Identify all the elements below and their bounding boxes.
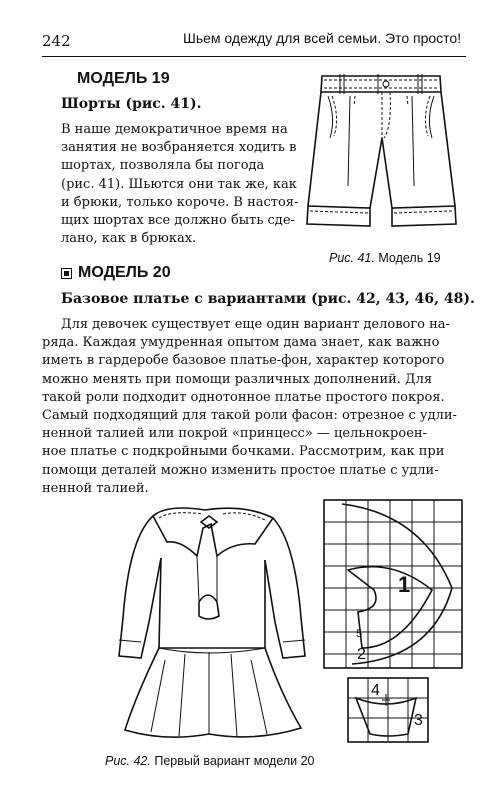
model-19-line-6: щих шортах все должно быть сде-	[61, 213, 295, 229]
model-19-heading: МОДЕЛЬ 19	[77, 70, 170, 87]
model-20-line-4: можно менять при помощи различных дополнений. Для	[42, 371, 433, 387]
model-20-paragraph	[42, 316, 457, 498]
model-20-line-5: такой роли подходит однотонное платье простого покроя.	[42, 389, 445, 405]
model-19-line-2: занятия не возбраняется ходить в	[61, 140, 297, 156]
pattern-label-5: 5	[356, 628, 363, 640]
header-rule	[42, 56, 466, 57]
page-number: 242	[42, 32, 71, 50]
model-19-line-1: В наше демократичное время на	[61, 122, 288, 137]
model-19-line-5: и брюки, только короче. В настоя-	[61, 194, 299, 210]
pattern-label-1: 1	[398, 572, 411, 597]
pattern-grid-1	[322, 498, 464, 670]
model-19-subheading: Шорты (рис. 41).	[61, 96, 202, 112]
model-19-paragraph	[61, 121, 298, 248]
model-20-heading: МОДЕЛЬ 20	[78, 264, 171, 281]
model-20-line-9: помощи деталей можно изменить простое платье с удли-	[42, 462, 439, 478]
model-20-line-8: ное платье с подкройными бочками. Рассмотрим, как при	[42, 444, 445, 460]
figure-42-title: Первый вариант модели 20	[150, 754, 315, 768]
model-19-line-7: лано, как в брюках.	[61, 231, 197, 247]
figure-42-caption	[105, 754, 315, 768]
pattern-label-2: 2	[357, 646, 366, 663]
model-20-line-7: ненной талией или покрой «принцесс» — цельнокроен-	[42, 426, 427, 442]
pattern-grid-2	[346, 676, 430, 744]
figure-41-title: Модель 19	[374, 251, 441, 265]
model-19-line-3: шортах, позволяла бы погода	[61, 158, 265, 174]
model-20-line-1: Для девочек существует еще один вариант делового на-	[61, 317, 450, 332]
model-20-line-2: ряда. Каждая умудренная опытом дама знает, как важно	[42, 335, 440, 351]
figure-42-ref: Рис. 42.	[105, 754, 151, 768]
section-bullet-icon	[61, 268, 72, 279]
shorts-illustration	[300, 66, 465, 236]
pattern-label-4: 4	[371, 682, 380, 699]
running-header: Шьем одежду для всей семьи. Это просто!	[183, 30, 462, 46]
model-20-subheading: Базовое платье с вариантами (рис. 42, 43, 46, 48).	[61, 291, 475, 307]
model-20-line-3: иметь в гардеробе базовое платье-фон, характер которого	[42, 353, 445, 369]
model-19-line-4: (рис. 41). Шьются они так же, как	[61, 176, 297, 192]
figure-41-caption	[329, 251, 441, 265]
dress-illustration	[105, 498, 320, 743]
model-20-line-10: ненной талией.	[42, 480, 149, 496]
figure-41-ref: Рис. 41.	[329, 251, 375, 265]
model-20-line-6: Самый подходящий для такой роли фасон: отрезное с удли-	[42, 408, 457, 424]
pattern-label-3: 3	[414, 712, 423, 729]
